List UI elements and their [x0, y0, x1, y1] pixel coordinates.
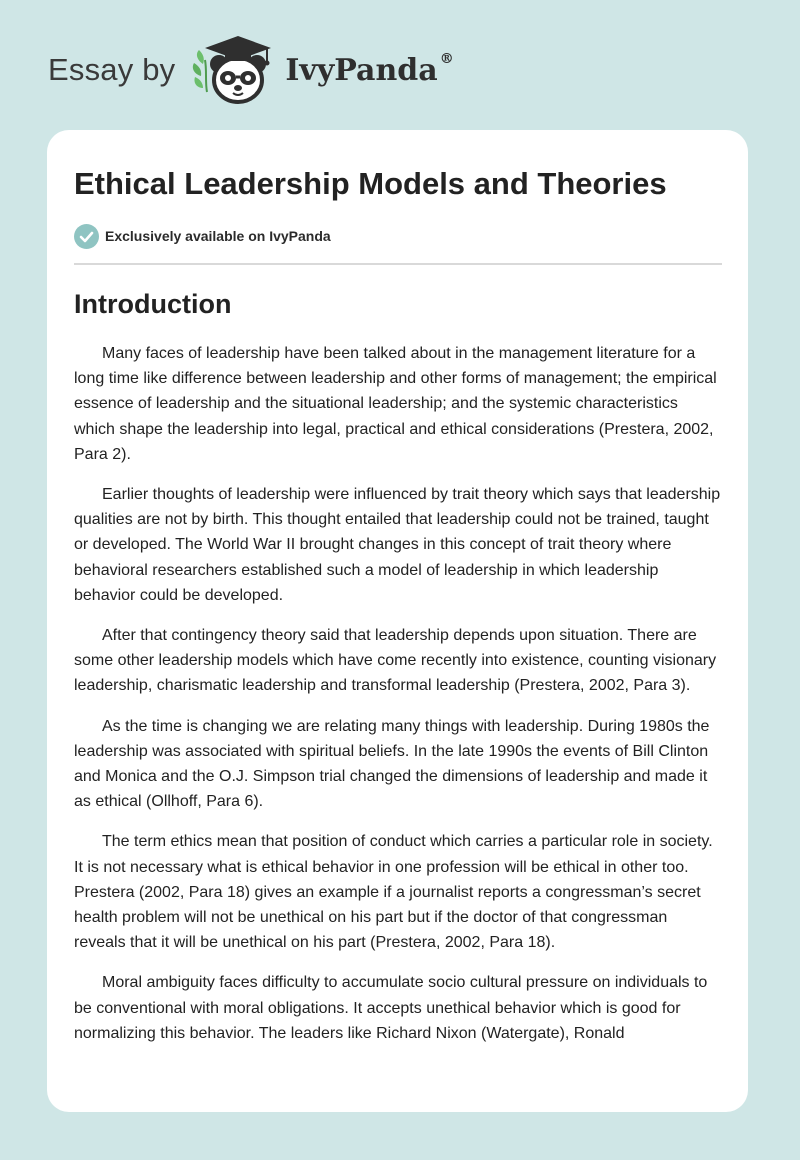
brand-name-text: IvyPanda — [285, 52, 438, 88]
brand-header — [48, 30, 454, 110]
paragraph: Moral ambiguity faces difficulty to accumulate socio cultural pressure on individuals to be conventional with moral obligations. It accepts unethical behavior which is good for normalizing this behavior. The leaders like Richard Nixon (Watergate), Ronald — [74, 974, 708, 1042]
brand-name — [285, 50, 454, 88]
paragraph: The term ethics mean that position of conduct which carries a particular role in society. It is not necessary what is ethical behavior in one profession will be ethical in other too. Prestera (2002, Para 18) gives an example if a journalist reports a congressman’s secret health problem will not be unethical on his part but if the doctor of that congressman reveals that it will be unethical on his part (Prestera, 2002, Para 18). — [74, 833, 713, 952]
article-card — [47, 130, 748, 1112]
exclusive-badge-text: Exclusively available on IvyPanda — [105, 228, 331, 244]
exclusive-badge — [74, 223, 722, 249]
brand-prefix: Essay by — [48, 52, 176, 87]
article-body — [74, 341, 722, 1046]
paragraph: As the time is changing we are relating many things with leadership. During 1980s the leadership was associated with spiritual beliefs. In the late 1990s the events of Bill Clinton and Monica and the O.J. Simpson trial changed the dimensions of leadership and made it as ethical (Ollhoff, Para 6). — [74, 717, 710, 811]
paragraph: Earlier thoughts of leadership were influenced by trait theory which says that leadership qualities are not by birth. This thought entailed that leadership could not be trained, taught or developed. The World War II brought changes in this concept of trait theory where behavioral researchers established such a model of leadership in which leadership behavior could be developed. — [74, 486, 721, 604]
ivypanda-logo-icon — [189, 30, 277, 110]
section-heading: Introduction — [74, 289, 232, 319]
article-title: Ethical Leadership Models and Theories — [74, 166, 667, 201]
registered-mark: ® — [439, 50, 454, 67]
title-divider — [74, 263, 722, 265]
paragraph: Many faces of leadership have been talked about in the management literature for a long time like difference between leadership and other forms of management; the empirical essence of leadership and the situational leadership; and the systemic characteristics which shape the leadership into legal, practical and ethical considerations (Prestera, 2002, Para 2). — [74, 345, 717, 463]
paragraph: After that contingency theory said that leadership depends upon situation. There are some other leadership models which have come recently into existence, counting visionary leadership, charismatic leadership and transformal leadership (Prestera, 2002, Para 3). — [74, 627, 717, 695]
check-circle-icon — [74, 224, 99, 249]
